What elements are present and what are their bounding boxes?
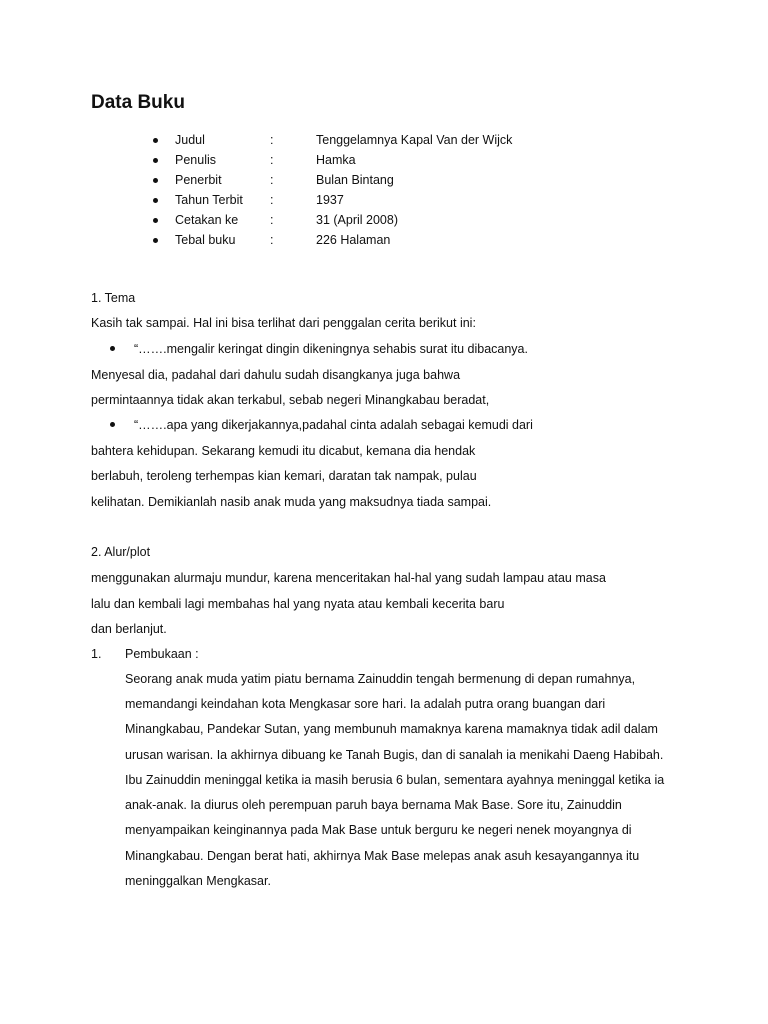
book-data-label: Judul (175, 133, 205, 147)
book-data-label: Penerbit (175, 173, 222, 187)
book-data-separator: : (270, 153, 274, 167)
pembukaan-line: Ibu Zainuddin meninggal ketika ia masih berusia 6 bulan, sementara ayahnya meninggal ketika ia (125, 773, 665, 787)
bullet-icon (153, 198, 158, 203)
pembukaan-line: menyampaikan keinginannya pada Mak Base untuk berguru ke negeri nenek moyangnya di (125, 823, 632, 837)
book-data-separator: : (270, 133, 274, 147)
alur-text-line: lalu dan kembali lagi membahas hal yang nyata atau kembali kecerita baru (91, 597, 505, 611)
book-data-separator: : (270, 173, 274, 187)
book-data-value: Bulan Bintang (316, 173, 394, 187)
pembukaan-line: meninggalkan Mengkasar. (125, 874, 271, 888)
pembukaan-line: memandangi keindahan kota Mengkasar sore hari. Ia adalah putra orang buangan dari (125, 697, 606, 711)
pembukaan-line: anak-anak. Ia diurus oleh perempuan paruh baya bernama Mak Base. Sore itu, Zainuddin (125, 798, 622, 812)
book-data-row-penulis (0, 150, 768, 170)
pembukaan-line: Minangkabau, Pandekar Sutan, yang membunuh mamaknya karena mamaknya tidak adil dalam (125, 722, 658, 736)
book-data-value: 226 Halaman (316, 233, 391, 247)
book-data-row-judul (0, 130, 768, 150)
bullet-icon (110, 422, 115, 427)
pembukaan-heading: Pembukaan : (125, 647, 199, 661)
book-data-separator: : (270, 213, 274, 227)
book-data-value: Tenggelamnya Kapal Van der Wijck (316, 133, 513, 147)
bullet-icon (153, 158, 158, 163)
section-heading-alur: 2. Alur/plot (91, 545, 151, 559)
alur-text-line: menggunakan alurmaju mundur, karena menceritakan hal-hal yang sudah lampau atau masa (91, 571, 606, 585)
tema-quote-1-line: Menyesal dia, padahal dari dahulu sudah disangkanya juga bahwa (91, 368, 461, 382)
pembukaan-line: urusan warisan. Ia akhirnya dibuang ke Tanah Bugis, dan di sanalah ia menikahi Daeng Habibah. (125, 748, 664, 762)
bullet-icon (153, 218, 158, 223)
book-data-label: Tebal buku (175, 233, 236, 247)
book-data-label: Cetakan ke (175, 213, 239, 227)
book-data-label: Penulis (175, 153, 216, 167)
book-data-value: Hamka (316, 153, 356, 167)
document-title: Data Buku (91, 92, 185, 113)
book-data-row-cetakan (0, 210, 768, 230)
tema-quote-2: “…….apa yang dikerjakannya,padahal cinta adalah sebagai kemudi dari (134, 418, 533, 432)
book-data-value: 1937 (316, 193, 344, 207)
tema-quote-2-line: kelihatan. Demikianlah nasib anak muda yang maksudnya tiada sampai. (91, 495, 492, 509)
book-data-row-tebal-buku (0, 230, 768, 250)
pembukaan-number: 1. (91, 647, 102, 661)
tema-intro: Kasih tak sampai. Hal ini bisa terlihat dari penggalan cerita berikut ini: (91, 316, 476, 330)
book-data-label: Tahun Terbit (175, 193, 243, 207)
book-data-separator: : (270, 193, 274, 207)
tema-quote-2-line: berlabuh, teroleng terhempas kian kemari, daratan tak nampak, pulau (91, 469, 477, 483)
book-data-row-penerbit (0, 170, 768, 190)
section-heading-tema: 1. Tema (91, 291, 136, 305)
book-data-row-tahun-terbit (0, 190, 768, 210)
pembukaan-line: Minangkabau. Dengan berat hati, akhirnya Mak Base melepas anak asuh kesayangannya itu (125, 849, 640, 863)
book-data-value: 31 (April 2008) (316, 213, 398, 227)
bullet-icon (153, 238, 158, 243)
tema-quote-2-line: bahtera kehidupan. Sekarang kemudi itu dicabut, kemana dia hendak (91, 444, 476, 458)
book-data-separator: : (270, 233, 274, 247)
alur-text-line: dan berlanjut. (91, 622, 167, 636)
pembukaan-line: Seorang anak muda yatim piatu bernama Zainuddin tengah bermenung di depan rumahnya, (125, 672, 636, 686)
bullet-icon (153, 178, 158, 183)
bullet-icon (110, 346, 115, 351)
tema-quote-1-line: permintaannya tidak akan terkabul, sebab negeri Minangkabau beradat, (91, 393, 490, 407)
tema-quote-1: “…….mengalir keringat dingin dikeningnya sehabis surat itu dibacanya. (134, 342, 528, 356)
bullet-icon (153, 138, 158, 143)
